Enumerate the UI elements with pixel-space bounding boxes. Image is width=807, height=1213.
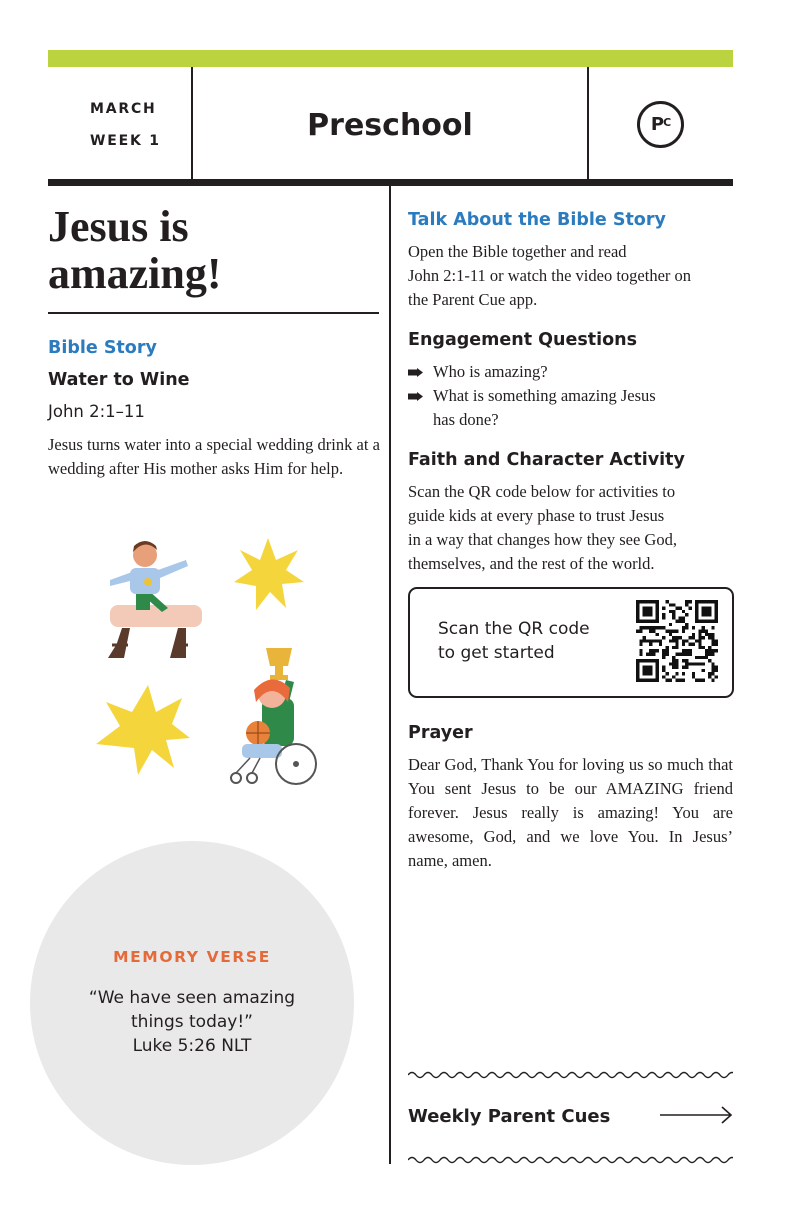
- headline-line: Jesus is: [48, 202, 189, 251]
- column-divider: [389, 186, 391, 1164]
- faith-line: guide kids at every phase to trust Jesus: [408, 506, 665, 525]
- story-reference: John 2:1–11: [48, 402, 145, 421]
- faith-activity-body: [408, 480, 738, 576]
- engagement-heading: Engagement Questions: [408, 330, 638, 350]
- prayer-heading: Prayer: [408, 723, 473, 743]
- qr-callout-line: to get started: [438, 643, 555, 663]
- arrow-bullet-icon: [408, 368, 423, 377]
- wave-divider: [408, 1153, 733, 1167]
- wave-line: [408, 1073, 733, 1078]
- headline-rule: [48, 312, 379, 314]
- header-rule: [48, 179, 733, 186]
- wheelchair-figure: [231, 648, 316, 784]
- logo-letter: P: [650, 114, 664, 135]
- faith-line: Scan the QR code below for activities to: [408, 482, 676, 501]
- arrow-bullet-icon: [408, 392, 423, 401]
- faith-line: in a way that changes how they see God,: [408, 530, 677, 549]
- list-item: [408, 384, 738, 432]
- right-arrow-icon[interactable]: [658, 1104, 734, 1126]
- memory-verse-text: [30, 986, 354, 1058]
- qr-code[interactable]: [636, 600, 718, 682]
- memory-verse-label: MEMORY VERSE: [113, 948, 271, 966]
- question-list: [408, 360, 738, 432]
- talk-body: [408, 240, 738, 312]
- star-shape: [234, 538, 304, 610]
- memory-verse-line: “We have seen amazing: [88, 988, 296, 1008]
- prayer-text: Dear God, Thank You for loving us so much that You sent Jesus to be our AMAZING friend forever. Jesus really is amazing! You are awesome, God, and we love You. In Jesus’ name, amen.: [408, 755, 733, 870]
- talk-line: the Parent Cue app.: [408, 290, 538, 309]
- week-label: WEEK 1: [90, 133, 161, 149]
- story-summary: Jesus turns water into a special wedding drink at a wedding after His mother asks Him for help.: [48, 435, 380, 478]
- story-title: Water to Wine: [48, 370, 190, 390]
- gymnast-figure: [108, 541, 202, 658]
- weekly-parent-cues-link[interactable]: Weekly Parent Cues: [408, 1106, 611, 1127]
- list-item: [408, 360, 738, 384]
- headline-line: amazing!: [48, 249, 222, 298]
- bible-story-heading: Bible Story: [48, 338, 157, 358]
- qr-callout-text: [438, 617, 608, 665]
- faith-activity-heading: Faith and Character Activity: [408, 450, 685, 470]
- question-text: What is something amazing Jesus: [433, 386, 656, 405]
- page-title: Preschool: [307, 108, 473, 143]
- question-text: Who is amazing?: [433, 362, 548, 381]
- star-shape: [96, 685, 190, 775]
- talk-heading: Talk About the Bible Story: [408, 210, 666, 230]
- headline: [48, 203, 378, 297]
- accent-bar: [48, 50, 733, 67]
- talk-line: Open the Bible together and read: [408, 242, 627, 261]
- wave-line: [408, 1158, 733, 1163]
- logo-superscript: C: [663, 116, 671, 129]
- parent-cue-logo-icon: [637, 101, 684, 148]
- talk-line: John 2:1-11 or watch the video together on: [408, 266, 692, 285]
- qr-callout-line: Scan the QR code: [438, 619, 590, 639]
- wave-divider: [408, 1068, 733, 1082]
- faith-line: themselves, and the rest of the world.: [408, 554, 655, 573]
- memory-verse-line: things today!”: [131, 1012, 253, 1032]
- memory-verse-reference: Luke 5:26 NLT: [132, 1036, 252, 1056]
- question-text: has done?: [433, 410, 499, 429]
- kids-illustration: [90, 530, 330, 800]
- month-label: MARCH: [90, 101, 157, 117]
